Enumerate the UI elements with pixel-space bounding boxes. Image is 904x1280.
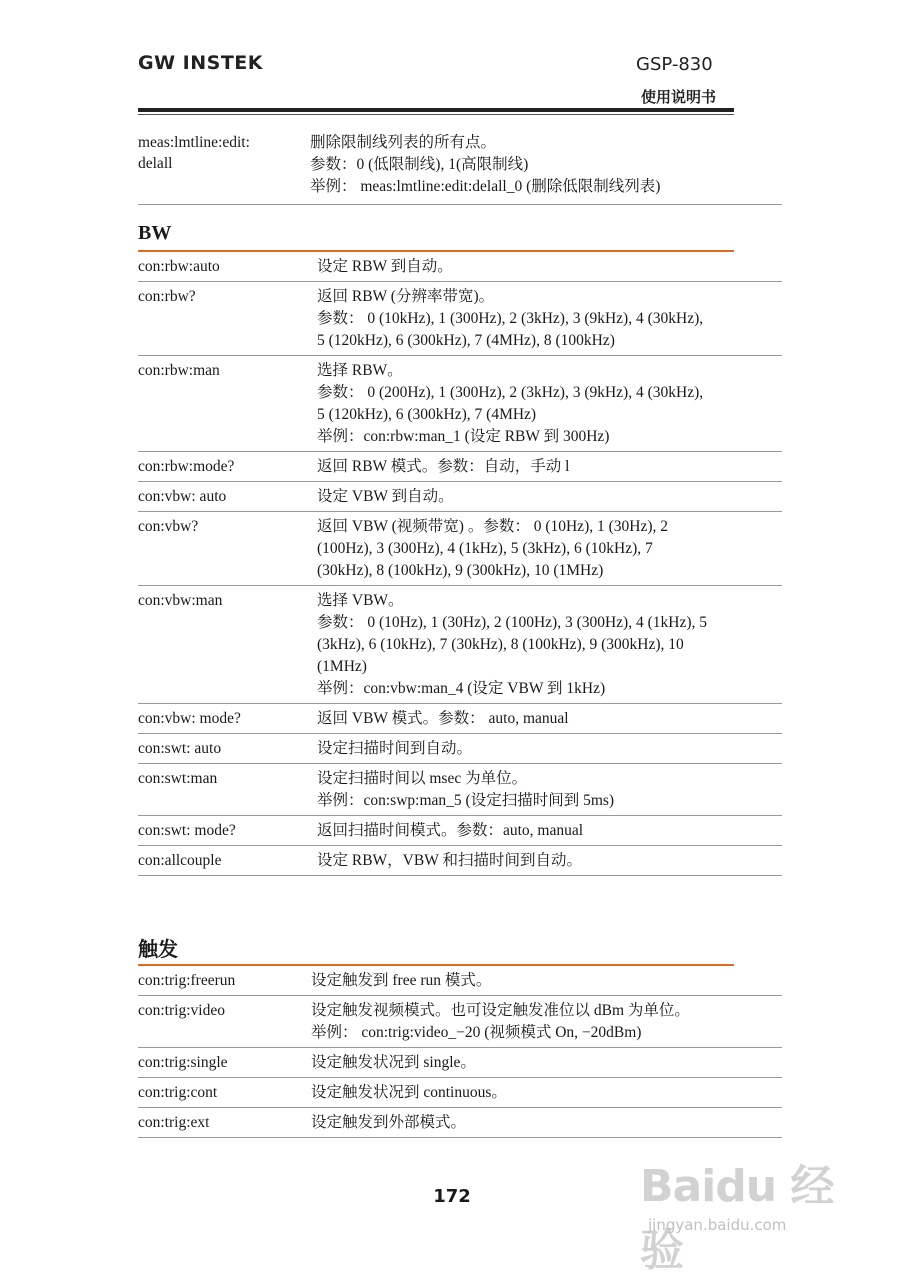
desc-line: (1MHz)	[317, 658, 367, 675]
command-description	[317, 846, 782, 875]
desc-line: 返回 RBW 模式。参数：自动，手动 l	[317, 458, 570, 475]
desc-line: 参数： 0 (200Hz), 1 (300Hz), 2 (3kHz), 3 (9kHz), 4 (30kHz),	[317, 384, 704, 401]
desc-line: (30kHz), 8 (100kHz), 9 (300kHz), 10 (1MHz)	[317, 562, 604, 579]
table-row	[138, 1048, 782, 1078]
command-name: con:allcouple	[138, 852, 222, 869]
desc-line: 选择 RBW。	[317, 362, 403, 379]
command-line: delall	[138, 155, 173, 172]
section-heading: BW	[138, 222, 172, 244]
desc-line: 举例： meas:lmtline:edit:delall_0 (删除低限制线列表)	[310, 178, 661, 195]
table-row	[138, 124, 782, 205]
manual-title: 使用说明书	[641, 88, 717, 106]
command-description	[317, 586, 782, 703]
command-name: con:swt: auto	[138, 740, 222, 757]
desc-line: 设定触发视频模式。也可设定触发准位以 dBm 为单位。	[311, 1002, 690, 1019]
table-row	[138, 1078, 782, 1108]
command-name: con:trig:video	[138, 1002, 225, 1019]
desc-line: 设定 VBW 到自动。	[317, 488, 454, 505]
desc-line: 设定扫描时间以 msec 为单位。	[317, 770, 528, 787]
desc-line: 5 (120kHz), 6 (300kHz), 7 (4MHz), 8 (100kHz)	[317, 332, 615, 349]
table-row	[138, 282, 782, 356]
desc-line: 设定触发到 free run 模式。	[311, 972, 492, 989]
desc-line: 举例：con:vbw:man_4 (设定 VBW 到 1kHz)	[317, 680, 606, 697]
trigger-table	[138, 966, 782, 1138]
desc-line: 参数： 0 (10kHz), 1 (300Hz), 2 (3kHz), 3 (9kHz), 4 (30kHz),	[317, 310, 704, 327]
command-name: con:rbw?	[138, 288, 196, 305]
command-name: con:rbw:auto	[138, 258, 220, 275]
table-row	[138, 816, 782, 846]
command-name: con:vbw:man	[138, 592, 223, 609]
command-description	[317, 734, 782, 763]
command-description	[317, 452, 782, 481]
watermark	[640, 1150, 860, 1276]
desc-line: 设定触发状况到 continuous。	[311, 1084, 507, 1101]
command-name: con:rbw:man	[138, 362, 220, 379]
desc-line: 举例：con:swp:man_5 (设定扫描时间到 5ms)	[317, 792, 615, 809]
page-number: 172	[433, 1186, 471, 1207]
watermark-url: jingyan.baidu.com	[648, 1216, 787, 1234]
table-row	[138, 586, 782, 704]
table-row	[138, 482, 782, 512]
command-name	[138, 132, 250, 174]
command-description	[317, 482, 782, 511]
desc-line: (3kHz), 6 (10kHz), 7 (30kHz), 8 (100kHz), 9 (300kHz), 10	[317, 636, 684, 653]
desc-line: 设定触发到外部模式。	[311, 1114, 467, 1131]
desc-line: 参数：0 (低限制线), 1(高限制线)	[310, 156, 529, 173]
command-name: con:trig:cont	[138, 1084, 218, 1101]
command-name: con:rbw:mode?	[138, 458, 235, 475]
desc-line: 设定 RBW 到自动。	[317, 258, 453, 275]
command-name: con:vbw?	[138, 518, 199, 535]
table-row	[138, 966, 782, 996]
model-name: GSP-830	[636, 54, 713, 75]
page-header	[0, 0, 904, 120]
desc-line: 举例：con:rbw:man_1 (设定 RBW 到 300Hz)	[317, 428, 610, 445]
section-heading: 触发	[138, 939, 178, 961]
desc-line: 设定触发状况到 single。	[311, 1054, 476, 1071]
header-rule-thin	[138, 114, 734, 115]
command-name: con:swt:man	[138, 770, 218, 787]
desc-line: 返回 VBW (视频带宽) 。参数： 0 (10Hz), 1 (30Hz), 2	[317, 518, 668, 535]
command-name: con:trig:freerun	[138, 972, 236, 989]
table-row	[138, 356, 782, 452]
desc-line: 选择 VBW。	[317, 592, 404, 609]
command-name: con:vbw: auto	[138, 488, 227, 505]
command-description	[310, 128, 660, 201]
bw-table	[138, 252, 782, 876]
desc-line: 举例： con:trig:video_−20 (视频模式 On, −20dBm)	[311, 1024, 642, 1041]
command-description	[317, 252, 782, 281]
table-row	[138, 1108, 782, 1138]
table-row	[138, 452, 782, 482]
header-rule	[138, 108, 734, 112]
command-description	[311, 1108, 782, 1137]
command-description	[317, 512, 782, 585]
table-row	[138, 252, 782, 282]
desc-line: 参数： 0 (10Hz), 1 (30Hz), 2 (100Hz), 3 (300Hz), 4 (1kHz), 5	[317, 614, 707, 631]
command-description	[317, 764, 782, 815]
command-description	[317, 704, 782, 733]
command-description	[311, 1078, 782, 1107]
command-description	[311, 1048, 782, 1077]
table-row	[138, 734, 782, 764]
desc-line: (100Hz), 3 (300Hz), 4 (1kHz), 5 (3kHz), 6 (10kHz), 7	[317, 540, 653, 557]
watermark-logo: Baidu 经验	[640, 1161, 834, 1276]
command-name: con:swt: mode?	[138, 822, 236, 839]
desc-line: 返回 RBW (分辨率带宽)。	[317, 288, 495, 305]
desc-line: 设定 RBW，VBW 和扫描时间到自动。	[317, 852, 582, 869]
desc-line: 设定扫描时间到自动。	[317, 740, 473, 757]
command-description	[311, 966, 782, 995]
table-row	[138, 512, 782, 586]
brand-logo: GW INSTEK	[138, 52, 263, 74]
command-description	[311, 996, 782, 1047]
command-line: meas:lmtline:edit:	[138, 134, 250, 151]
desc-line: 删除限制线列表的所有点。	[310, 134, 497, 151]
command-name: con:trig:single	[138, 1054, 228, 1071]
command-description	[317, 816, 782, 845]
command-name: con:vbw: mode?	[138, 710, 241, 727]
command-description	[317, 282, 782, 355]
command-description	[317, 356, 782, 451]
desc-line: 5 (120kHz), 6 (300kHz), 7 (4MHz)	[317, 406, 537, 423]
table-row	[138, 996, 782, 1048]
command-name: con:trig:ext	[138, 1114, 210, 1131]
table-row	[138, 764, 782, 816]
desc-line: 返回扫描时间模式。参数：auto, manual	[317, 822, 584, 839]
desc-line: 返回 VBW 模式。参数： auto, manual	[317, 710, 569, 727]
table-row	[138, 846, 782, 876]
table-row	[138, 704, 782, 734]
top-row-block	[138, 124, 782, 205]
